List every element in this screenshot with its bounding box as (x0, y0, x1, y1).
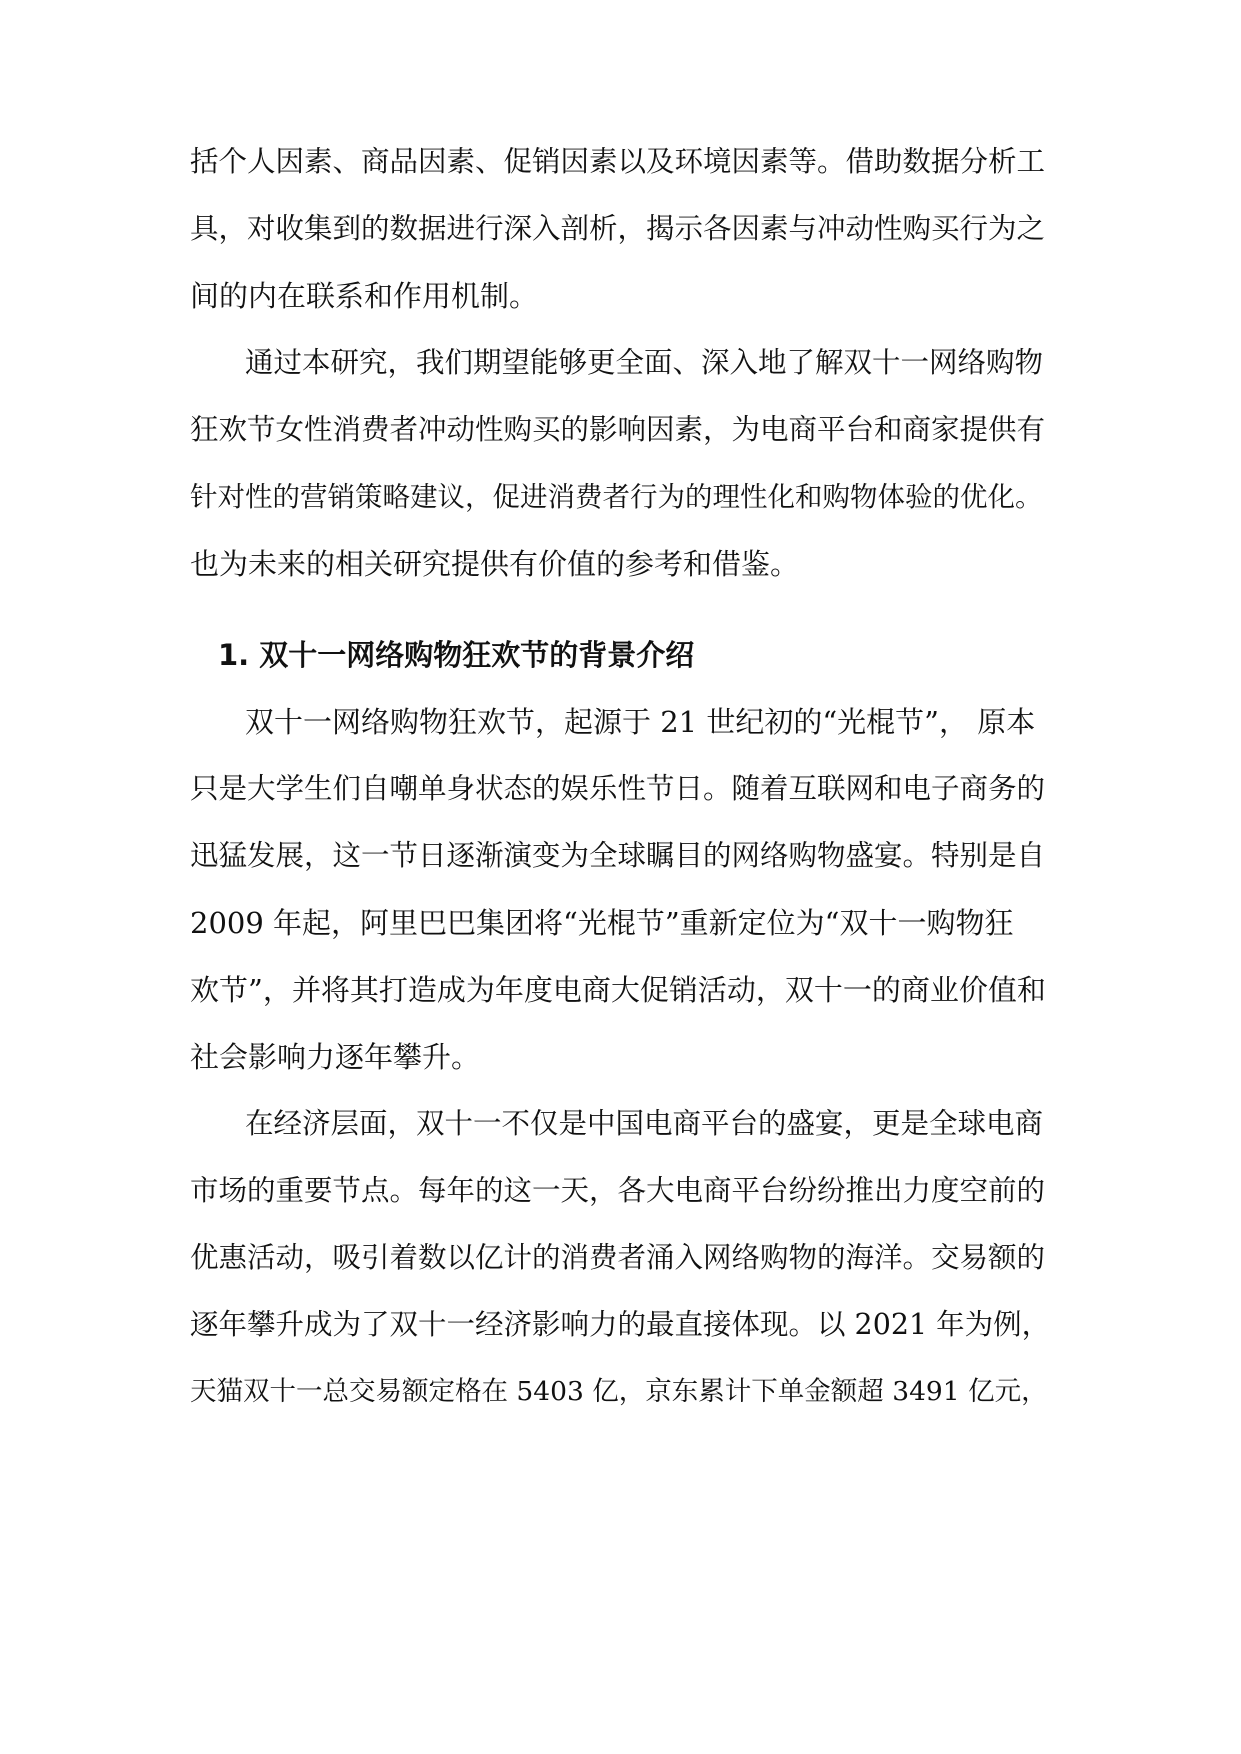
body-text-line: 优惠活动，吸引着数以亿计的消费者涌入网络购物的海洋。交易额的 (190, 1241, 1046, 1274)
body-text-line: 狂欢节女性消费者冲动性购买的影响因素，为电商平台和商家提供有 (190, 413, 1046, 446)
body-text-line: 双十一网络购物狂欢节，起源于 21 世纪初的“光棍节”， 原本 (245, 705, 1036, 739)
body-text-line: 具，对收集到的数据进行深入剖析，揭示各因素与冲动性购买行为之 (190, 212, 1046, 245)
section-heading: 1. 双十一网络购物狂欢节的背景介绍 (218, 638, 695, 672)
body-text-line: 欢节”，并将其打造成为年度电商大促销活动，双十一的商业价值和 (190, 973, 1046, 1007)
body-text-line: 也为未来的相关研究提供有价值的参考和借鉴。 (190, 547, 800, 581)
body-text-line: 2009 年起，阿里巴巴集团将“光棍节”重新定位为“双十一购物狂 (190, 906, 1014, 940)
body-text-line: 通过本研究，我们期望能够更全面、深入地了解双十一网络购物 (245, 346, 1044, 379)
body-text-line: 只是大学生们自嘲单身状态的娱乐性节日。随着互联网和电子商务的 (190, 772, 1046, 805)
body-text-line: 在经济层面，双十一不仅是中国电商平台的盛宴，更是全球电商 (245, 1107, 1044, 1140)
body-text-line: 间的内在联系和作用机制。 (190, 279, 539, 313)
body-text-line: 针对性的营销策略建议，促进消费者行为的理性化和购物体验的优化。 (190, 481, 1043, 513)
body-text-line: 逐年攀升成为了双十一经济影响力的最直接体现。以 2021 年为例， (190, 1308, 1051, 1341)
body-text-line: 社会影响力逐年攀升。 (190, 1040, 481, 1074)
body-text-line: 市场的重要节点。每年的这一天，各大电商平台纷纷推出力度空前的 (190, 1174, 1046, 1207)
body-text-line: 迅猛发展，这一节日逐渐演变为全球瞩目的网络购物盛宴。特别是自 (190, 839, 1046, 872)
body-text-line: 括个人因素、商品因素、促销因素以及环境因素等。借助数据分析工 (190, 145, 1046, 178)
body-text-line: 天猫双十一总交易额定格在 5403 亿，京东累计下单金额超 3491 亿元， (190, 1376, 1048, 1407)
